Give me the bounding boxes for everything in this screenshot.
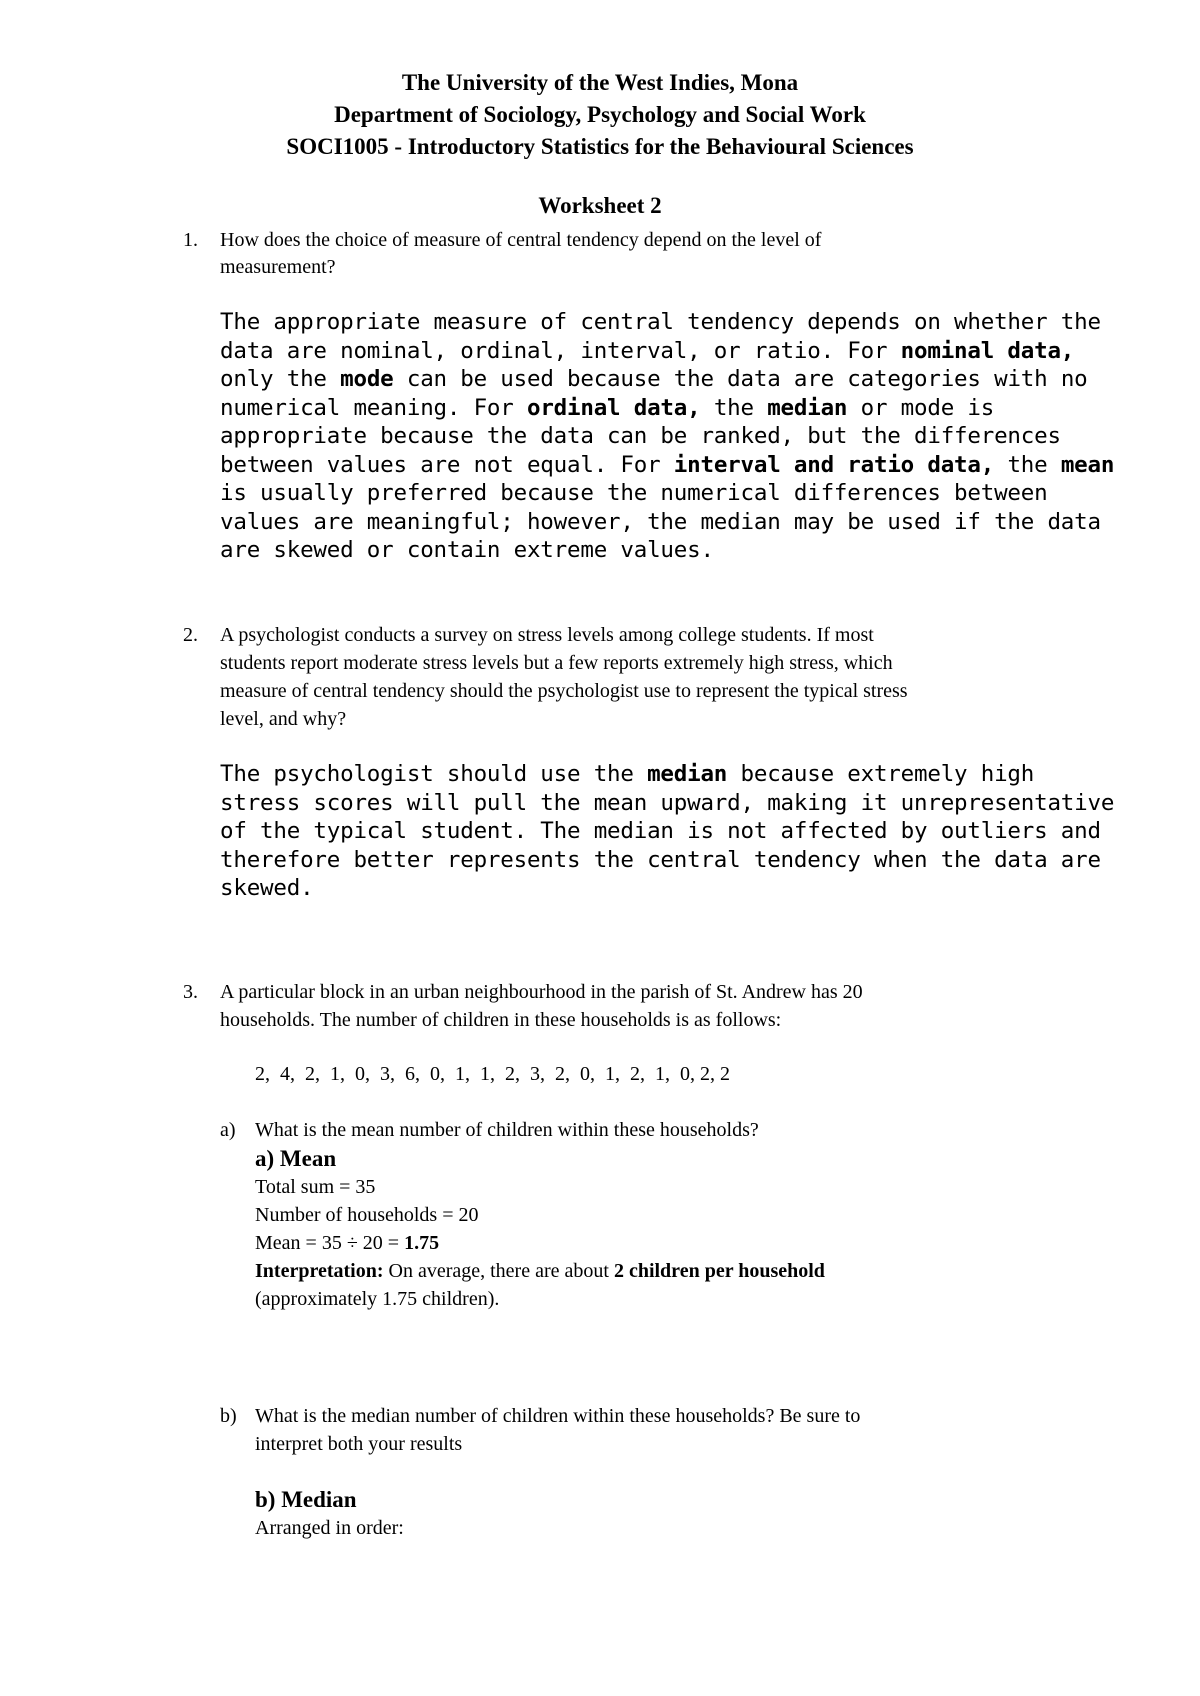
question-2-line-3: measure of central tendency should the psychologist use to represent the typical stress xyxy=(220,680,908,702)
question-1-line-1: How does the choice of measure of central tendency depend on the level of xyxy=(220,229,822,251)
answer-1-text: only the xyxy=(220,366,341,392)
question-2-line-4: level, and why? xyxy=(220,708,347,730)
answer-1-text: is usually preferred because the numerical differences between values are meaningful; however, the median may be used if the data are skewed or contain extreme values. xyxy=(220,480,1101,563)
answer-1-text: the xyxy=(994,451,1061,478)
answer-1-bold: mode xyxy=(340,366,394,392)
answer-1 xyxy=(220,308,1120,565)
answer-2-text: because extremely high stress scores will pull the mean upward, making it unrepresentative of the typical student. The median is not affected by outliers and therefore better represents the central tendency when the data are skewed. xyxy=(220,761,1115,901)
question-2-line-2: students report moderate stress levels but a few reports extremely high stress, which xyxy=(220,652,893,674)
university-title: The University of the West Indies, Mona xyxy=(401,70,799,95)
part-a-label: a) xyxy=(220,1119,236,1141)
question-3-number: 3. xyxy=(183,981,198,1003)
part-b-question-line-1: What is the median number of children within these households? Be sure to xyxy=(255,1405,861,1427)
mean-value: 1.75 xyxy=(404,1232,440,1254)
answer-1-bold: mean xyxy=(1060,451,1115,478)
mean-interpretation xyxy=(255,1257,825,1285)
answer-2-bold: median xyxy=(647,761,728,787)
answer-2-text: The psychologist should use the xyxy=(220,761,648,787)
data-values: 2, 4, 2, 1, 0, 3, 6, 0, 1, 1, 2, 3, 2, 0, 1, 2, 1, 0, 2, 2 xyxy=(255,1063,730,1085)
part-b-label: b) xyxy=(220,1405,237,1427)
question-2-number: 2. xyxy=(183,624,198,646)
answer-1-bold: interval and ratio data, xyxy=(673,451,995,478)
answer-1-bold: nominal data, xyxy=(900,337,1075,364)
question-2-line-1: A psychologist conducts a survey on stress levels among college students. If most xyxy=(220,624,874,646)
part-a-question: What is the mean number of children within these households? xyxy=(255,1119,759,1141)
answer-1-bold: ordinal data, xyxy=(526,394,701,421)
worksheet-title: Worksheet 2 xyxy=(538,193,662,218)
department-title: Department of Sociology, Psychology and Social Work xyxy=(334,102,866,127)
mean-count: Number of households = 20 xyxy=(255,1204,479,1226)
answer-1-text: The appropriate measure of central tendency depends on whether the data are nominal, ordinal, interval, or ratio. For xyxy=(220,309,1101,364)
part-b-question-line-2: interpret both your results xyxy=(255,1433,463,1455)
answer-1-bold: median xyxy=(767,394,848,421)
part-a-heading: a) Mean xyxy=(255,1146,337,1171)
answer-1-text: can be used because the data are categories with no numerical meaning. For xyxy=(220,366,1088,421)
answer-1-text: the xyxy=(700,394,768,421)
median-arranged: Arranged in order: xyxy=(255,1517,404,1539)
question-3-line-1: A particular block in an urban neighbourhood in the parish of St. Andrew has 20 xyxy=(220,981,863,1003)
interpretation-label: Interpretation: xyxy=(255,1260,384,1282)
mean-total: Total sum = 35 xyxy=(255,1176,376,1198)
interpretation-bold: 2 children per household xyxy=(613,1260,825,1282)
interpretation-text: On average, there are about xyxy=(383,1260,614,1282)
part-b-heading: b) Median xyxy=(255,1487,357,1512)
course-title: SOCI1005 - Introductory Statistics for the Behavioural Sciences xyxy=(286,134,914,159)
mean-prefix: Mean = 35 ÷ 20 = xyxy=(255,1232,405,1254)
question-1-number: 1. xyxy=(183,229,198,251)
answer-1-text: or mode is appropriate because the data can be ranked, but the differences between values are not equal. For xyxy=(220,394,1061,478)
question-1-line-2: measurement? xyxy=(220,256,336,278)
question-3-line-2: households. The number of children in these households is as follows: xyxy=(220,1009,782,1031)
mean-interpretation-line-2: (approximately 1.75 children). xyxy=(255,1288,500,1310)
mean-calculation xyxy=(255,1229,439,1257)
answer-2 xyxy=(220,760,1120,903)
